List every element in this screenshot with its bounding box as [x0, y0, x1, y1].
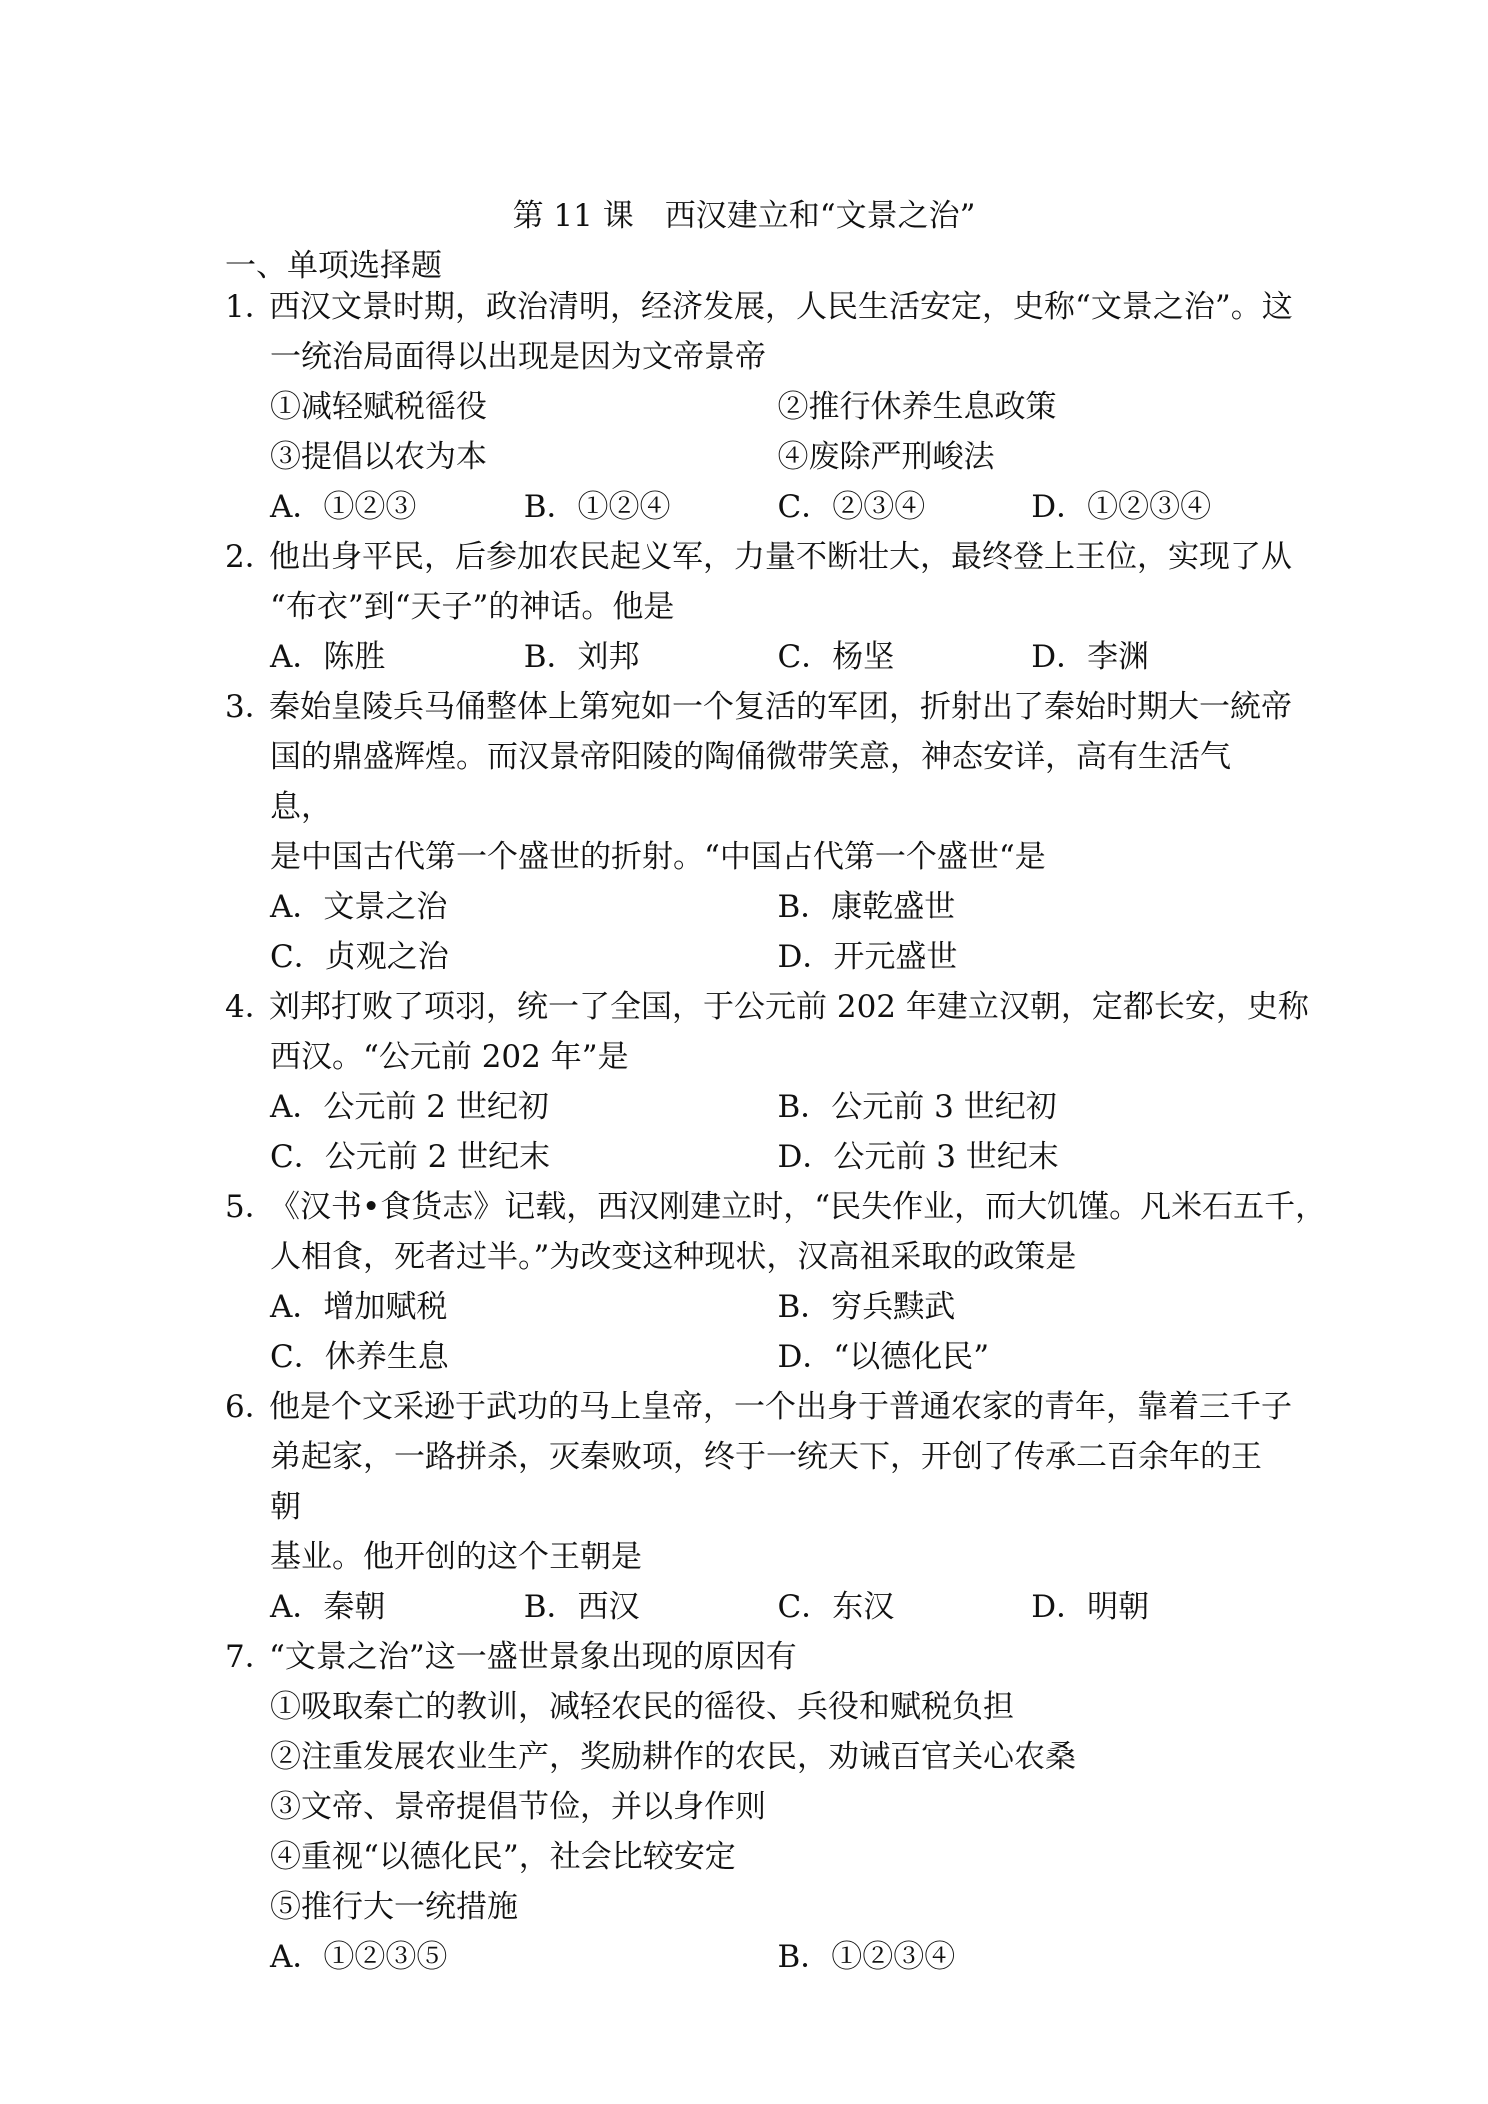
question-stem-line: 他出身平民，后参加农民起义军，力量不断壮大，最终登上王位，实现了从	[269, 539, 1292, 575]
option-b: B．①②③④	[777, 1939, 956, 1975]
option-a: A．文景之治	[270, 889, 448, 925]
question-2	[225, 532, 1292, 682]
question-number: 5．	[225, 1189, 276, 1225]
option-d: D．李渊	[1031, 639, 1150, 675]
option-b: B．公元前 3 世纪初	[777, 1089, 1057, 1125]
option-b: B．刘邦	[523, 639, 640, 675]
option-a: A．公元前 2 世纪初	[270, 1089, 549, 1125]
option-d: D．“以德化民”	[777, 1339, 990, 1375]
option-a: A．增加赋税	[270, 1289, 448, 1325]
option-b: B．①②④	[523, 489, 671, 525]
statement-1: ①吸取秦亡的教训，减轻农民的徭役、兵役和赋税负担	[270, 1689, 1014, 1725]
option-a: A．①②③	[270, 489, 417, 525]
question-stem-line: 一统治局面得以出现是因为文帝景帝	[270, 339, 766, 375]
question-6	[225, 1382, 1292, 1632]
statement-5: ⑤推行大一统措施	[270, 1889, 518, 1925]
option-c: C．东汉	[777, 1589, 895, 1625]
statement-4: ④废除严刑峻法	[777, 439, 995, 475]
question-list	[225, 282, 1327, 1982]
option-a: A．秦朝	[270, 1589, 386, 1625]
option-c: C．②③④	[777, 489, 926, 525]
statement-3: ③提倡以农为本	[270, 439, 487, 475]
question-stem-line: 他是个文采逊于武功的马上皇帝，一个出身于普通农家的青年，靠着三千子	[269, 1389, 1292, 1425]
question-number: 7．	[225, 1639, 276, 1675]
question-5	[225, 1182, 1327, 1382]
question-number: 4．	[225, 989, 276, 1025]
question-7	[225, 1632, 1285, 1982]
question-4	[225, 982, 1309, 1182]
question-stem-line: “布衣”到“天子”的神话。他是	[270, 589, 675, 625]
question-stem-line: 西汉文景时期，政治清明，经济发展，人民生活安定，史称“文景之治”。这	[269, 289, 1293, 325]
option-a: A．陈胜	[270, 639, 386, 675]
question-stem-line: 秦始皇陵兵马俑整体上第宛如一个复活的军团，折射出了秦始时期大一統帝	[269, 689, 1292, 725]
question-3	[225, 682, 1292, 982]
statement-3: ③文帝、景帝提倡节俭，并以身作则	[270, 1789, 766, 1825]
question-stem-line: 刘邦打败了项羽，统一了全国，于公元前 202 年建立汉朝，定都长安，史称	[269, 989, 1309, 1025]
option-a: A．①②③⑤	[270, 1939, 448, 1975]
question-stem-line: 是中国古代第一个盛世的折射。“中国占代第一个盛世“是	[270, 839, 1046, 875]
section-heading: 一、单项选择题	[225, 248, 442, 284]
question-stem-line: 西汉。“公元前 202 年”是	[270, 1039, 629, 1075]
option-c: C．贞观之治	[270, 939, 449, 975]
statement-4: ④重视“以德化民”，社会比较安定	[270, 1839, 736, 1875]
question-stem-line: 弟起家，一路拼杀，灭秦败项，终于一统天下，开创了传承二百余年的王朝	[270, 1439, 1262, 1525]
option-b: B．穷兵黩武	[777, 1289, 956, 1325]
question-1	[225, 282, 1293, 532]
question-stem-line: 人相食，死者过半。”为改变这种现状，汉高祖采取的政策是	[270, 1239, 1077, 1275]
option-d: D．开元盛世	[777, 939, 958, 975]
question-number: 1．	[225, 289, 276, 325]
option-d: D．①②③④	[1031, 489, 1212, 525]
option-d: D．明朝	[1031, 1589, 1150, 1625]
statement-2: ②注重发展农业生产，奖励耕作的农民，劝诫百官关心农桑	[270, 1739, 1076, 1775]
question-stem-line: 国的鼎盛辉煌。而汉景帝阳陵的陶俑微带笑意，神态安详，高有生活气息，	[270, 739, 1231, 825]
option-c: C．杨坚	[777, 639, 895, 675]
option-b: B．西汉	[523, 1589, 640, 1625]
question-stem-line: 基业。他开创的这个王朝是	[270, 1539, 642, 1575]
question-number: 3．	[225, 689, 276, 725]
question-number: 6．	[225, 1389, 276, 1425]
question-stem-line: 《汉书•食货志》记载，西汉刚建立时，“民失作业，而大饥馑。凡米石五千，	[269, 1189, 1327, 1225]
statement-2: ②推行休养生息政策	[777, 389, 1057, 425]
option-c: C．公元前 2 世纪末	[270, 1139, 551, 1175]
option-c: C．休养生息	[270, 1339, 449, 1375]
option-b: B．康乾盛世	[777, 889, 956, 925]
question-number: 2．	[225, 539, 276, 575]
lesson-title: 第 11 课 西汉建立和“文景之治”	[512, 198, 976, 234]
option-d: D．公元前 3 世纪末	[777, 1139, 1059, 1175]
statement-1: ①减轻赋税徭役	[270, 389, 487, 425]
question-stem-line: “文景之治”这一盛世景象出现的原因有	[269, 1639, 797, 1675]
